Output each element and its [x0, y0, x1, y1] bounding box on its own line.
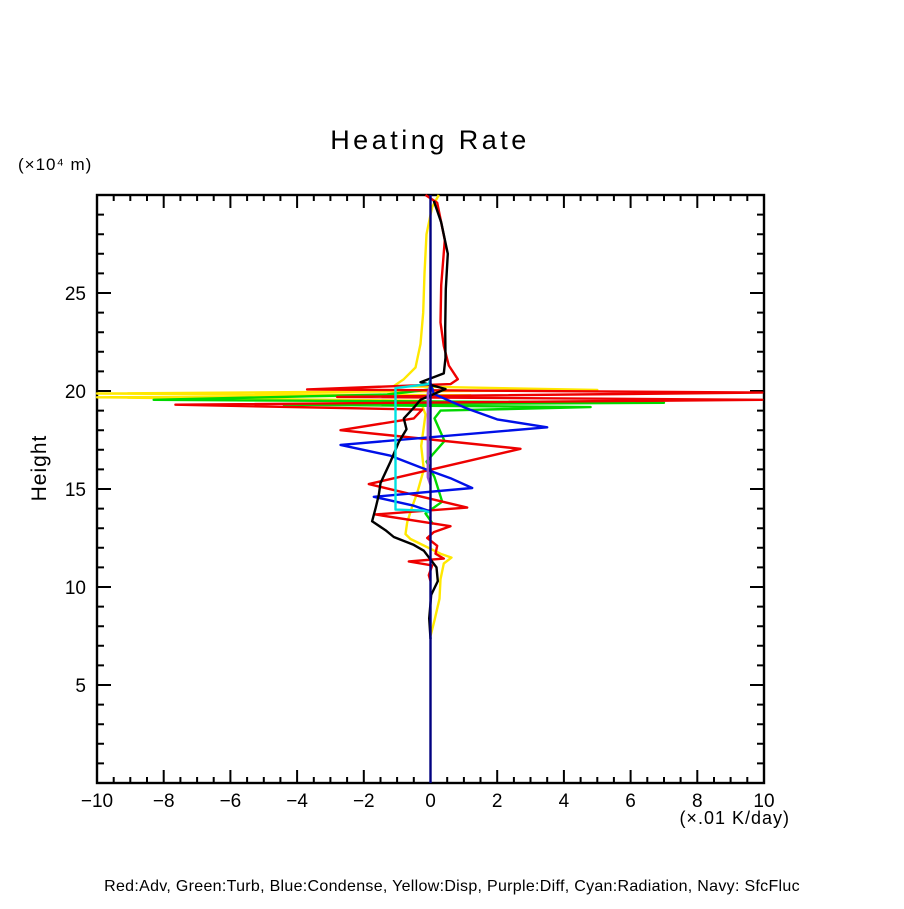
- x-tick-label: −8: [152, 791, 175, 812]
- y-tick-label: 15: [64, 480, 86, 501]
- x-tick-label: 6: [625, 791, 636, 812]
- x-tick-label: −6: [219, 791, 242, 812]
- chart-title: Heating Rate: [330, 125, 530, 155]
- x-tick-label: 4: [558, 791, 570, 812]
- y-tick-label: 20: [64, 382, 86, 403]
- y-tick-label: 5: [75, 676, 86, 697]
- y-tick-label: 25: [64, 284, 86, 305]
- x-tick-label: −2: [352, 791, 375, 812]
- x-tick-label: 2: [491, 791, 503, 812]
- y-axis-title: Height: [28, 434, 51, 502]
- y-tick-label: 10: [64, 578, 86, 599]
- x-axis-unit-label: (×.01 K/day): [679, 808, 790, 828]
- x-tick-label: 0: [425, 791, 436, 812]
- legend-text: Red:Adv, Green:Turb, Blue:Condense, Yellow:Disp, Purple:Diff, Cyan:Radiation, Navy: SfcFluc: [104, 878, 800, 895]
- y-axis-unit-label: (×10⁴ m): [18, 155, 93, 174]
- x-tick-label: 8: [692, 791, 703, 812]
- series-layer: [97, 195, 762, 783]
- x-tick-label: −4: [286, 791, 308, 812]
- series-Disp: [97, 195, 597, 636]
- x-tick-label: 10: [753, 791, 775, 812]
- x-tick-label: −10: [80, 791, 114, 812]
